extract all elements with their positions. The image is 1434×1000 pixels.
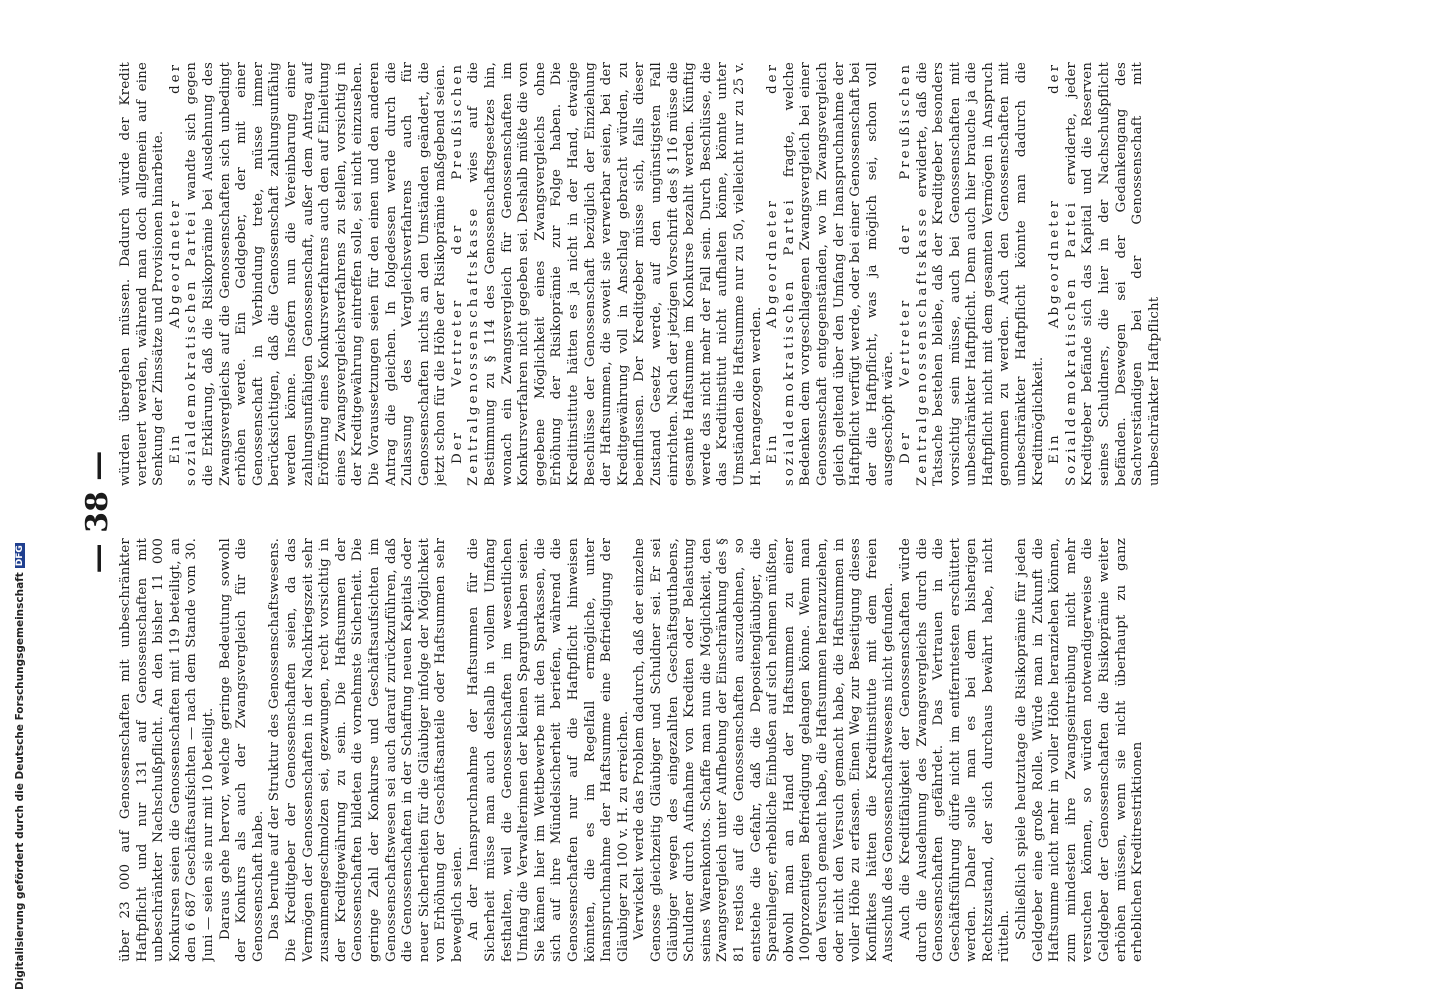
left-paragraph: Auch die Kreditfähigkeit der Genossenschaften würde durch die Ausdehnung des Zwangsvergleichs durch die Genossenschaften gefährdet. Das Vertrauen in die Geschäftsführung dürfe nicht im entferntesten erschüttert werden. Daher solle man es bei dem bisherigen Rechtszustand, der sich durchaus bewährt habe, nicht rütteln.: [897, 538, 1013, 962]
paragraph-text: wandte sich gegen die Erklärung, daß die Risikoprämie bei Ausdehnung des Zwangsvergleichs auf die Genossenschaften sich unbedingt erhöhen werde. Ein Geldgeber, der mit einer Genossenschaft in Verbindung trete, müsse immer berücksichtigen, daß die Genossenschaft zahlungsunfähig werden könne. Insofern nun die Vereinbarung einer zahlungsunfähigen Genossenschaft, außer dem Antrag auf Eröffnung eines Konkursverfahrens auch den auf Einleitung eines Zwangsvergleichsverfahrens zu stellen, vorsichtig in der Kreditgewährung eintreffen solle, sei nicht einzusehen. Die Voraussetzungen seien für den einen und den anderen Antrag die gleichen. In folgedessen werde durch die Zulassung des Vergleichsverfahrens auch für Genossenschaften nichts an den Umständen geändert, die jetzt schon für die Höhe der Risikoprämie maßgebend seien.: [184, 62, 449, 486]
page-number: — 38 —: [80, 450, 115, 574]
right-paragraph: [1047, 62, 1163, 486]
right-paragraph: [898, 62, 1047, 486]
speaker-lead: Der Vertreter der Preußischen Zentralgenossenschaftskasse: [449, 62, 482, 486]
right-paragraph: [118, 62, 168, 486]
speaker-lead: Ein Abgeordneter der sozialdemokratischen Partei: [765, 62, 797, 486]
left-column: [118, 538, 1368, 962]
footer-text-rotated: [14, 543, 26, 990]
paragraph-text: wies auf die Bestimmung zu § 114 des Genossenschaftsgesetzes hin, wonach ein Zwangsvergleich für Genossenschaften im Konkursverfahren nicht gegeben sei. Deshalb müßte die von gegebene Möglichkeit eines Zwangsvergleichs ohne Erhöhung der Risikoprämie zur Folge haben. Die Kreditinstitute hätten es ja nicht in der Hand, etwaige Beschlüsse der Genossenschaft bezüglich der Einziehung der Haftsummen, die soweit sie verwerbar seien, bei der Kreditgewährung voll in Anschlag gebracht würden, zu beeinflussen. Der Kreditgeber müsse sich, falls dieser Zustand Gesetz werde, auf den ungünstigsten Fall einrichten. Nach der jetzigen Vorschrift des § 116 müsse die gesamte Haftsumme im Konkurse bezahlt werden. Künftig werde das nicht mehr der Fall sein. Durch Beschlüsse, die das Kreditinstitut nicht aufhalten könne, könnte unter Umständen die Haftsumme nur zu 50, vielleicht nur zu 25 v. H. herangezogen werden.: [466, 62, 764, 486]
left-paragraph: Daraus gehe hervor, welche geringe Bedeutung sowohl der Konkurs als auch der Zwangsvergleich für die Genossenschaft habe.: [217, 538, 266, 962]
left-paragraph: Schließlich spiele heutzutage die Risikoprämie für jeden Geldgeber eine große Rolle. Würde man in Zukunft die Haftsumme nicht mehr in voller Höhe heranziehen können, zum mindesten ihre Zwangseintreibung nicht mehr versuchen können, so würden notwendigerweise die Geldgeber der Genossenschaften die Risikoprämie weiter erhöhen müssen, wenn sie nicht überhaupt zu ganz erheblichen Kreditrestriktionen: [1014, 538, 1146, 962]
right-paragraph: [765, 62, 898, 486]
left-paragraph: Verwickelt werde das Problem dadurch, daß der einzelne Genosse gleichzeitig Gläubiger und Schuldner sei. Er sei Gläubiger wegen des eingezahlten Geschäftsguthabens, Schuldner durch Aufnahme von Krediten oder Belastung seines Warenkontos. Schaffe man nun die Möglichkeit, den Zwangsvergleich unter Aufhebung der Einschränkung des § 81 restlos auf die Genossenschaften auszudehnen, so entstehe die Gefahr, daß die Depositengläubiger, die Spareinleger, erhebliche Einbußen auf sich nehmen müßten, obwohl man an Hand der Haftsummen zu einer 100prozentigen Befriedigung gelangen könne. Wenn man den Versuch gemacht habe, die Haftsummen heranzuziehen, oder nicht den Versuch gemacht habe, die Haftsummen in voller Höhe zu erfassen. Einen Weg zur Beseitigung dieses Konfliktes hätten die Kreditinstitute mit dem freien Ausschuß des Genossenschaftswesens nicht gefunden.: [632, 538, 897, 962]
left-paragraph: über 23 000 auf Genossenschaften mit unbeschränkter Haftpflicht und nur 131 auf Genossenschaften mit unbeschränkter Nachschußpflicht. An den bisher 11 000 Konkursen seien die Genossenschaften mit 119 beteiligt, an den 6 687 Geschäftsaufsichten — nach dem Stande vom 30. Juni — seien sie nur mit 10 beteiligt.: [118, 538, 216, 962]
right-paragraph: [450, 62, 765, 486]
paragraph-text: fragte, welche Bedenken dem vorgeschlagenen Zwangsvergleich bei einer Genossenschaft entgegenständen, wo im Zwangsvergleich gleich geltend über den Umfang der Inanspruchnahme der Haftpflicht verfügt werde, oder bei einer Genossenschaft bei der die Haftpflicht, was ja möglich sei, schon voll ausgeschöpft wäre.: [781, 62, 897, 486]
paragraph-text: erwiderte, jeder Kreditgeber befände sich das Kapital und die Reserven seines Schuldners, die hier in der Nachschußpflicht befänden. Deswegen sei der Gedankengang des Sachverständigen bei der Genossenschaft mit unbeschränkter Haftpflicht: [1063, 62, 1162, 486]
paragraph-text: erwiderte, daß die Tatsache bestehen bleibe, daß der Kreditgeber besonders vorsichtig sein müsse, auch bei Genossenschaften mit unbeschränkter Haftpflicht. Denn auch hier brauche ja die Haftpflicht nicht mit dem gesamten Vermögen in Anspruch genommen zu werden. Auch den Genossenschaften mit unbeschränkter Haftpflicht könnte man dadurch die Kreditmöglichkeit.: [914, 62, 1046, 486]
dfg-logo: DFG: [15, 545, 25, 567]
digitization-footer: [0, 0, 26, 1000]
right-column: [118, 62, 1368, 486]
paragraph-text: würden übergehen müssen. Dadurch würde der Kredit verteuert werden, während man doch allgemein auf eine Senkung der Zinssätze und Provisionen hinarbeite.: [118, 62, 167, 486]
footer-caption: Digitalisierung gefördert durch die Deutsche Forschungsgemeinschaft: [14, 572, 26, 990]
speaker-lead: Ein Abgeordneter der Sozialdemokratischen Partei: [1047, 62, 1079, 486]
rotated-page: [78, 62, 1372, 962]
speaker-lead: Der Vertreter der Preußischen Zentralgenossenschaftskasse: [897, 62, 930, 486]
left-paragraph: An der Inanspruchnahme der Haftsummen für die Sicherheit müsse man auch deshalb in vollem Umfang festhalten, weil die Genossenschaften im wesentlichen Umfang die Verwalterinnen der kleinen Sparguthaben seien. Sie kämen hier im Wettbewerbe mit den Sparkassen, die sich auf ihre Mündelsicherheit beriefen, während die Genossenschaften nur auf die Haftpflicht hinweisen könnten, die es im Regelfall ermögliche, unter Inanspruchnahme der Haftsumme eine Befriedigung der Gläubiger zu 100 v. H. zu erreichen.: [466, 538, 631, 962]
left-paragraph: Das beruhe auf der Struktur des Genossenschaftswesens. Die Kreditgeber der Genossenschaften seien, da das Vermögen der Genossenschaften in der Nachkriegszeit sehr zusammengeschmolzen sei, gezwungen, recht vorsichtig in der Kreditgewährung zu sein. Die Haftsummen der Genossenschaften bildeten die vornehmste Sicherheit. Die geringe Zahl der Konkurse und Geschäftsaufsichten im Genossenschaftswesen sei auch darauf zurückzuführen, daß die Genossenschaften in der Schaffung neuen Kapitals oder neuer Sicherheiten für die Gläubiger infolge der Möglichkeit von Erhöhung der Geschäftsanteile oder Haftsummen sehr beweglich seien.: [267, 538, 465, 962]
speaker-lead: Ein Abgeordneter der sozialdemokratischen Partei: [167, 62, 200, 486]
right-paragraph: [168, 62, 450, 486]
